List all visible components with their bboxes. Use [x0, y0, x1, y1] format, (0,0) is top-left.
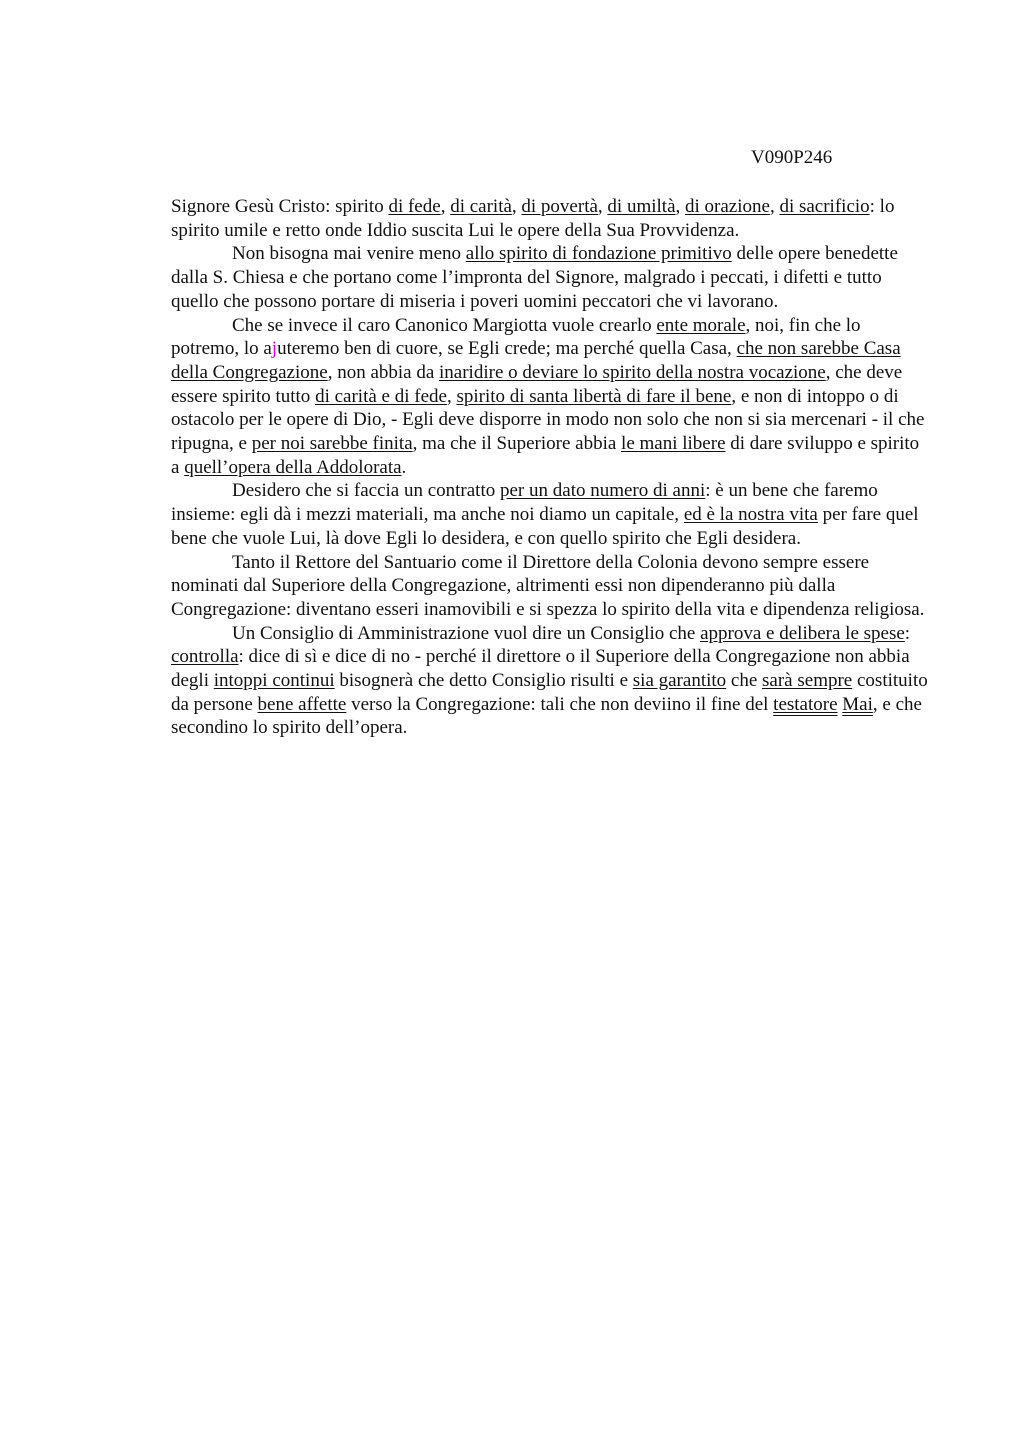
text-run: , [675, 196, 685, 217]
text-run: costituito da persone [171, 670, 928, 715]
underlined-phrase: quell’opera della Addolorata [184, 456, 402, 478]
text-run: , noi, fin che lo potremo, lo a [171, 314, 861, 360]
text-run: di dare sviluppo e spirito a [171, 433, 920, 478]
text-run: che [726, 670, 763, 692]
text-run: Che se invece il caro Canonico Margiotta vuole crearlo [232, 314, 657, 336]
text-run: Non bisogna mai venire meno [232, 243, 466, 265]
underlined-phrase: che non sarebbe Casa della Congregazione [171, 338, 901, 383]
underlined-phrase: approva e delibera le spese [700, 622, 905, 644]
text-run: uteremo ben di cuore, se Egli crede; ma perché quella Casa, [277, 338, 737, 360]
underlined-phrase: sia garantito [632, 670, 727, 692]
text-run: : [904, 622, 911, 644]
text-run: : lo spirito umile e retto onde Iddio suscita Lui le opere della Sua Provvidenza. [171, 196, 895, 241]
underlined-phrase: di povertà [521, 196, 598, 217]
text-run: per fare quel bene che vuole Lui, là dove Egli lo desidera, e con quello spirito che Egli desidera. [171, 504, 919, 549]
underlined-phrase: inaridire o deviare lo spirito della nostra vocazione [439, 361, 826, 383]
underlined-phrase: di carità e di fede [315, 385, 447, 407]
paragraph [171, 195, 931, 242]
paragraph [171, 314, 931, 480]
underlined-phrase: di sacrificio [779, 196, 870, 217]
underlined-phrase: di umiltà [607, 196, 676, 217]
text-run: Desidero che si faccia un contratto [232, 480, 500, 502]
text-run: , e non di intoppo o di ostacolo per le opere di Dio, - Egli deve disporre in modo non solo che non si sia mercenari - il che ripugna, e [171, 385, 925, 455]
paragraph [171, 479, 931, 550]
underlined-phrase: ente morale [656, 314, 746, 336]
text-run: : dice di sì e dice di no - perché il direttore o il Superiore della Congregazione non abbia degli [171, 646, 910, 692]
text-run: , [597, 196, 608, 217]
text-run: , [511, 196, 522, 217]
text-run: , ma che il Superiore abbia [412, 433, 622, 455]
underlined-phrase: allo spirito di fondazione primitivo [465, 243, 732, 265]
underlined-phrase: controlla [171, 646, 239, 668]
paragraph [171, 622, 931, 741]
underlined-phrase: per un dato numero di anni [500, 480, 706, 502]
paragraph [171, 551, 931, 622]
underlined-phrase: bene affette [257, 693, 347, 715]
text-run: Un Consiglio di Amministrazione vuol dire un Consiglio che [232, 622, 701, 644]
text-run: verso la Congregazione: tali che non deviino il fine del [346, 693, 774, 715]
text-run: , che deve essere spirito tutto [171, 361, 903, 407]
letter-body [171, 195, 931, 740]
text-run: Tanto il Rettore del Santuario come il Direttore della Colonia devono sempre essere nominati dal Superiore della Congregazione, altrimenti essi non dipenderanno più dalla Congregazione: diventano esseri inamovibili e si spezza lo spirito della vita e dipendenza religiosa. [171, 551, 925, 620]
highlighted-letter: j [271, 338, 278, 360]
underlined-phrase: sarà sempre [762, 670, 853, 692]
underlined-phrase: ed è la nostra vita [683, 504, 818, 526]
underlined-phrase: spirito di santa libertà di fare il bene [456, 385, 732, 407]
underlined-phrase: di orazione [685, 196, 770, 217]
double-underlined-word: Mai [842, 693, 873, 715]
text-run: delle opere benedette dalla S. Chiesa e che portano come l’impronta del Signore, malgrado i peccati, i difetti e tutto quello che possono portare di miseria i poveri uomini peccatori che vi lavorano. [171, 243, 898, 312]
underlined-phrase: di fede [388, 196, 441, 217]
text-run: , e che secondino lo spirito dell’opera. [171, 693, 922, 739]
paragraph [171, 242, 931, 313]
underlined-phrase: intoppi continui [213, 670, 335, 692]
underlined-phrase: per noi sarebbe finita [251, 433, 413, 455]
underlined-phrase: di carità [450, 196, 512, 217]
text-run: Signore Gesù Cristo: spirito [171, 196, 389, 217]
text-run: , [446, 385, 457, 407]
text-run: . [401, 456, 407, 478]
page-code: V090P246 [751, 147, 833, 168]
text-run: bisognerà che detto Consiglio risulti e [334, 670, 633, 692]
text-run: , non abbia da [327, 361, 440, 383]
text-run: : è un bene che faremo insieme: egli dà i mezzi materiali, ma anche noi diamo un capitale, [171, 480, 878, 526]
text-run: , [440, 196, 451, 217]
underlined-phrase: le mani libere [621, 433, 726, 455]
text-run: , [769, 196, 780, 217]
double-underlined-word: testatore [773, 693, 838, 715]
